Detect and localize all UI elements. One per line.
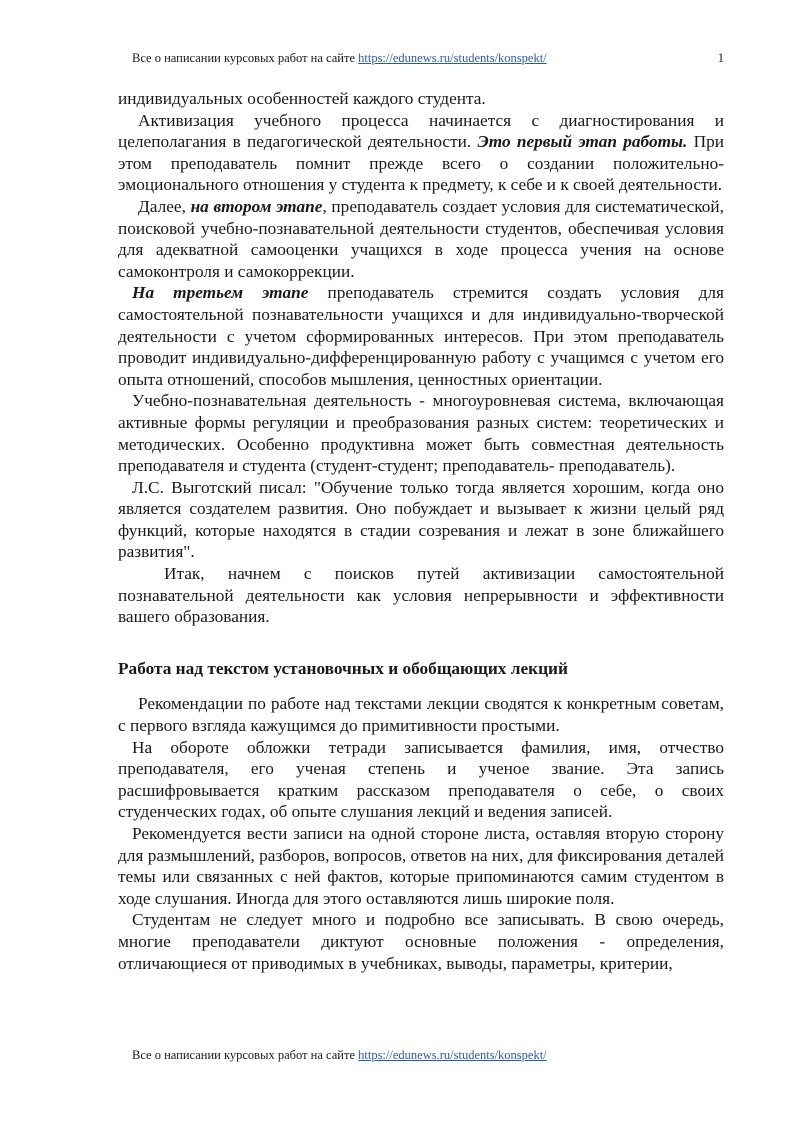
paragraph: Итак, начнем с поисков путей активизации самостоятельной познавательной деятельности как условия непрерывности и эффективности вашего образования. (118, 564, 724, 627)
paragraph-text: Далее, (138, 196, 186, 216)
header-text: Все о написании курсовых работ на сайте (132, 51, 355, 65)
section-heading: Работа над текстом установочных и обобщающих лекций (118, 658, 568, 678)
emphasis-text: На третьем этапе (132, 283, 309, 303)
paragraph: Л.С. Выготский писал: "Обучение только тогда является хорошим, когда оно является создателем развития. Оно побуждает и вызывает к жизни целый ряд функций, которые находятся в стадии созревания и лежат в зоне ближайшего развития". (118, 477, 724, 562)
header-link[interactable]: https://edunews.ru/students/konspekt/ (358, 51, 547, 65)
paragraph-text: При этом преподаватель помнит прежде всего о создании положительно-эмоционального отношения у студента к предмету, к себе и к своей деятельности. (118, 132, 724, 195)
paragraph (118, 282, 724, 390)
paragraph (118, 196, 724, 282)
paragraph: На обороте обложки тетради записывается фамилия, имя, отчество преподавателя, его ученая степень и ученое звание. Эта запись расшифровывается кратким рассказом преподавателя о себе, о своих студенческих годах, об опыте слушания лекций и ведения записей. (118, 737, 724, 822)
paragraph: Рекомендуется вести записи на одной стороне листа, оставляя вторую сторону для размышлений, разборов, вопросов, ответов на них, для фиксирования деталей темы или связанных с ней фактов, которые припоминаются самим студентом в ходе слушания. Иногда для этого оставляются лишь широкие поля. (118, 824, 724, 908)
paragraph-text: Активизация учебного процесса начинается с диагностирования и целеполагания в педагогической деятельности. (118, 110, 724, 152)
page-footer (132, 1047, 547, 1063)
paragraph: Студентам не следует много и подробно все записывать. В свою очередь, многие преподаватели диктуют основные положения - определения, отличающиеся от приводимых в учебниках, выводы, параметры, критерии, (118, 910, 724, 973)
page-header (132, 50, 724, 66)
paragraph: индивидуальных особенностей каждого студента. (118, 89, 486, 108)
paragraph-text: преподаватель стремится создать условия для самостоятельной познавательности учащихся и для индивидуально-творческой деятельности с учетом сформированных интересов. При этом преподаватель проводит индивидуально-дифференцированную работу с учащимся с учетом его опыта отношений, способов мышления, ценностных ориентации. (118, 283, 724, 389)
paragraph (118, 110, 724, 196)
paragraph-text: , преподаватель создает условия для систематической, поисковой учебно-познавательной деятельности студентов, обеспечивая условия для адекватной самооценки учащихся в ходе процесса учения на основе самоконтроля и самокоррекции. (118, 196, 724, 281)
page-number: 1 (717, 51, 724, 65)
paragraph: Рекомендации по работе над текстами лекции сводятся к конкретным советам, с первого взгляда кажущимся до примитивности простыми. (118, 694, 724, 736)
emphasis-text: на втором этапе (190, 196, 323, 216)
footer-link[interactable]: https://edunews.ru/students/konspekt/ (358, 1048, 547, 1062)
emphasis-text: Это первый этап работы. (477, 132, 688, 152)
document-body (118, 88, 724, 974)
footer-text: Все о написании курсовых работ на сайте (132, 1048, 355, 1062)
paragraph: Учебно-познавательная деятельность - многоуровневая система, включающая активные формы регуляции и преобразования разных систем: теоретических и методических. Особенно продуктивна может быть совместная деятельность преподавателя и студента (студент-студент; преподаватель- преподаватель). (118, 391, 724, 476)
